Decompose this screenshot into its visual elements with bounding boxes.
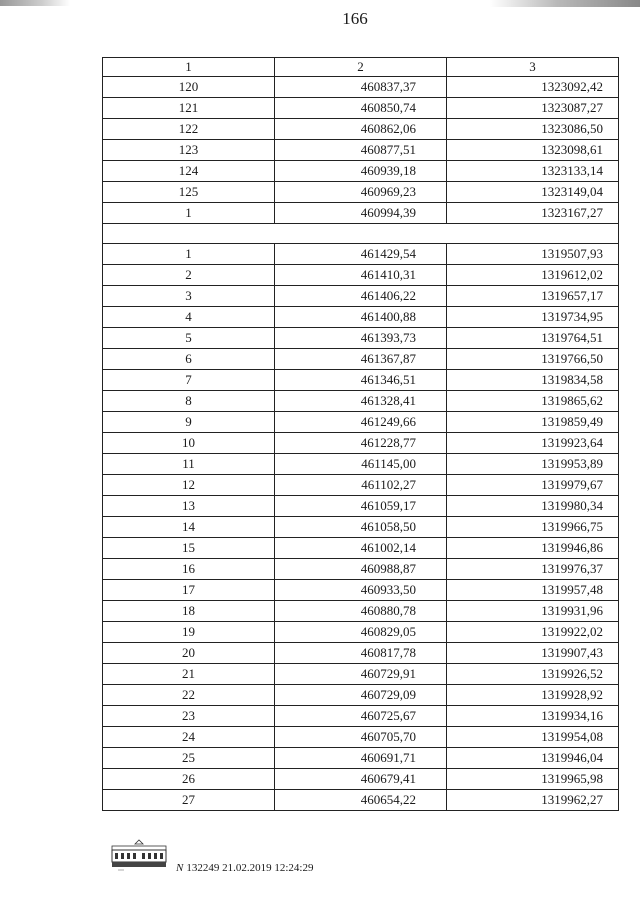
x-coordinate-cell: 460691,71 [275, 748, 447, 769]
x-coordinate-cell: 461228,77 [275, 433, 447, 454]
x-coordinate-cell: 460994,39 [275, 203, 447, 224]
x-coordinate-cell: 460729,09 [275, 685, 447, 706]
separator-cell [103, 224, 619, 244]
table-row [103, 622, 619, 643]
y-coordinate-cell: 1319965,98 [447, 769, 619, 790]
table-row [103, 706, 619, 727]
x-coordinate-cell: 461059,17 [275, 496, 447, 517]
point-number-cell: 13 [103, 496, 275, 517]
point-number-cell: 21 [103, 664, 275, 685]
y-coordinate-cell: 1319957,48 [447, 580, 619, 601]
table-row [103, 77, 619, 98]
point-number-cell: 10 [103, 433, 275, 454]
table-row [103, 580, 619, 601]
x-coordinate-cell: 461249,66 [275, 412, 447, 433]
x-coordinate-cell: 460850,74 [275, 98, 447, 119]
registration-stamp-text [176, 862, 313, 874]
table-row [103, 748, 619, 769]
table-row [103, 601, 619, 622]
table-row [103, 349, 619, 370]
x-coordinate-cell: 460729,91 [275, 664, 447, 685]
table-row [103, 140, 619, 161]
x-coordinate-cell: 461328,41 [275, 391, 447, 412]
point-number-cell: 124 [103, 161, 275, 182]
table-row [103, 433, 619, 454]
table-row [103, 727, 619, 748]
y-coordinate-cell: 1323098,61 [447, 140, 619, 161]
y-coordinate-cell: 1319612,02 [447, 265, 619, 286]
point-number-cell: 12 [103, 475, 275, 496]
y-coordinate-cell: 1319865,62 [447, 391, 619, 412]
y-coordinate-cell: 1323167,27 [447, 203, 619, 224]
table-row [103, 98, 619, 119]
header-col-2: 2 [275, 58, 447, 77]
x-coordinate-cell: 460880,78 [275, 601, 447, 622]
table-row [103, 265, 619, 286]
point-number-cell: 3 [103, 286, 275, 307]
x-coordinate-cell: 460679,41 [275, 769, 447, 790]
point-number-cell: 6 [103, 349, 275, 370]
point-number-cell: 123 [103, 140, 275, 161]
table-row [103, 182, 619, 203]
table-separator-row [103, 224, 619, 244]
point-number-cell: 26 [103, 769, 275, 790]
point-number-cell: 15 [103, 538, 275, 559]
point-number-cell: 5 [103, 328, 275, 349]
y-coordinate-cell: 1319507,93 [447, 244, 619, 265]
y-coordinate-cell: 1319928,92 [447, 685, 619, 706]
x-coordinate-cell: 460837,37 [275, 77, 447, 98]
y-coordinate-cell: 1323092,42 [447, 77, 619, 98]
point-number-cell: 121 [103, 98, 275, 119]
x-coordinate-cell: 460829,05 [275, 622, 447, 643]
x-coordinate-cell: 460988,87 [275, 559, 447, 580]
table-row [103, 475, 619, 496]
y-coordinate-cell: 1319834,58 [447, 370, 619, 391]
point-number-cell: 8 [103, 391, 275, 412]
x-coordinate-cell: 460969,23 [275, 182, 447, 203]
x-coordinate-cell: 460877,51 [275, 140, 447, 161]
point-number-cell: 18 [103, 601, 275, 622]
table-row [103, 559, 619, 580]
point-number-cell: 122 [103, 119, 275, 140]
point-number-cell: 17 [103, 580, 275, 601]
y-coordinate-cell: 1319923,64 [447, 433, 619, 454]
x-coordinate-cell: 461346,51 [275, 370, 447, 391]
x-coordinate-cell: 461367,87 [275, 349, 447, 370]
y-coordinate-cell: 1319966,75 [447, 517, 619, 538]
table-row [103, 328, 619, 349]
point-number-cell: 125 [103, 182, 275, 203]
x-coordinate-cell: 460654,22 [275, 790, 447, 811]
registration-number-date: 132249 21.02.2019 12:24:29 [186, 862, 314, 874]
y-coordinate-cell: 1323133,14 [447, 161, 619, 182]
y-coordinate-cell: 1319859,49 [447, 412, 619, 433]
x-coordinate-cell: 461410,31 [275, 265, 447, 286]
y-coordinate-cell: 1319954,08 [447, 727, 619, 748]
y-coordinate-cell: 1319931,96 [447, 601, 619, 622]
x-coordinate-cell: 460933,50 [275, 580, 447, 601]
table-row [103, 643, 619, 664]
table-row [103, 391, 619, 412]
page-number: 166 [342, 9, 368, 28]
point-number-cell: 22 [103, 685, 275, 706]
point-number-cell: 4 [103, 307, 275, 328]
point-number-cell: 16 [103, 559, 275, 580]
x-coordinate-cell: 460939,18 [275, 161, 447, 182]
table-row [103, 244, 619, 265]
table-row [103, 685, 619, 706]
table-row [103, 454, 619, 475]
registry-stamp-icon [110, 838, 168, 872]
header-col-1: 1 [103, 58, 275, 77]
table-row [103, 119, 619, 140]
y-coordinate-cell: 1319979,67 [447, 475, 619, 496]
x-coordinate-cell: 460862,06 [275, 119, 447, 140]
point-number-cell: 9 [103, 412, 275, 433]
x-coordinate-cell: 461393,73 [275, 328, 447, 349]
x-coordinate-cell: 461002,14 [275, 538, 447, 559]
x-coordinate-cell: 461145,00 [275, 454, 447, 475]
table-row [103, 790, 619, 811]
y-coordinate-cell: 1319764,51 [447, 328, 619, 349]
point-number-cell: 23 [103, 706, 275, 727]
scan-edge-top-left [0, 0, 70, 6]
point-number-cell: 11 [103, 454, 275, 475]
table-row [103, 664, 619, 685]
y-coordinate-cell: 1319980,34 [447, 496, 619, 517]
registration-number-mark: N [176, 862, 184, 874]
point-number-cell: 24 [103, 727, 275, 748]
x-coordinate-cell: 460817,78 [275, 643, 447, 664]
x-coordinate-cell: 460705,70 [275, 727, 447, 748]
y-coordinate-cell: 1323149,04 [447, 182, 619, 203]
x-coordinate-cell: 461058,50 [275, 517, 447, 538]
table-row [103, 307, 619, 328]
point-number-cell: 7 [103, 370, 275, 391]
x-coordinate-cell: 461400,88 [275, 307, 447, 328]
table-row [103, 496, 619, 517]
coordinates-table [102, 57, 619, 811]
table-row [103, 517, 619, 538]
point-number-cell: 2 [103, 265, 275, 286]
table-row [103, 203, 619, 224]
point-number-cell: 25 [103, 748, 275, 769]
y-coordinate-cell: 1323087,27 [447, 98, 619, 119]
point-number-cell: 120 [103, 77, 275, 98]
point-number-cell: 20 [103, 643, 275, 664]
x-coordinate-cell: 461102,27 [275, 475, 447, 496]
table-header-row [103, 58, 619, 77]
y-coordinate-cell: 1319766,50 [447, 349, 619, 370]
y-coordinate-cell: 1319946,04 [447, 748, 619, 769]
point-number-cell: 1 [103, 244, 275, 265]
point-number-cell: 27 [103, 790, 275, 811]
y-coordinate-cell: 1319907,43 [447, 643, 619, 664]
y-coordinate-cell: 1319926,52 [447, 664, 619, 685]
y-coordinate-cell: 1319962,27 [447, 790, 619, 811]
y-coordinate-cell: 1319934,16 [447, 706, 619, 727]
x-coordinate-cell: 461429,54 [275, 244, 447, 265]
table-row [103, 161, 619, 182]
y-coordinate-cell: 1319922,02 [447, 622, 619, 643]
table-row [103, 412, 619, 433]
table-row [103, 286, 619, 307]
table-row [103, 370, 619, 391]
table-row [103, 769, 619, 790]
x-coordinate-cell: 461406,22 [275, 286, 447, 307]
y-coordinate-cell: 1323086,50 [447, 119, 619, 140]
y-coordinate-cell: 1319946,86 [447, 538, 619, 559]
scan-edge-top-right [490, 0, 640, 7]
point-number-cell: 1 [103, 203, 275, 224]
point-number-cell: 19 [103, 622, 275, 643]
y-coordinate-cell: 1319734,95 [447, 307, 619, 328]
table-row [103, 538, 619, 559]
y-coordinate-cell: 1319976,37 [447, 559, 619, 580]
point-number-cell: 14 [103, 517, 275, 538]
y-coordinate-cell: 1319657,17 [447, 286, 619, 307]
document-footer [110, 838, 370, 888]
header-col-3: 3 [447, 58, 619, 77]
x-coordinate-cell: 460725,67 [275, 706, 447, 727]
y-coordinate-cell: 1319953,89 [447, 454, 619, 475]
